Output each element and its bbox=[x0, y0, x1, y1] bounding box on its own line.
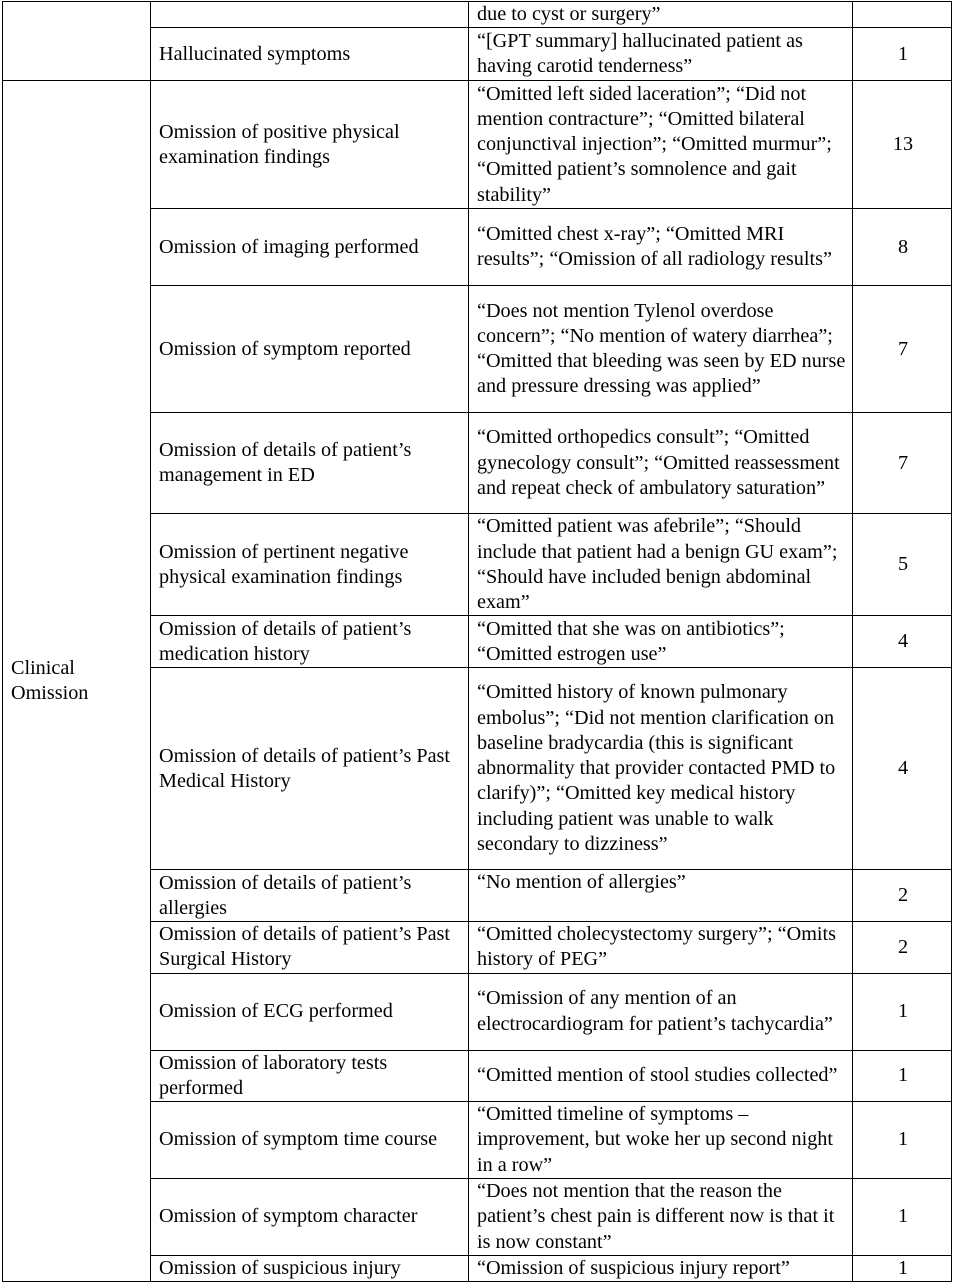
count-cell: 7 bbox=[853, 413, 952, 514]
count-cell: 2 bbox=[853, 870, 952, 922]
subcategory-cell: Omission of positive physical examination findings bbox=[151, 81, 469, 209]
subcategory-cell: Omission of ECG performed bbox=[151, 973, 469, 1050]
count-cell: 2 bbox=[853, 922, 952, 973]
category-cell: Clinical Omission bbox=[3, 81, 151, 1282]
subcategory-cell: Omission of details of patient’s management in ED bbox=[151, 413, 469, 514]
example-cell: “[GPT summary] hallucinated patient as having carotid tenderness” bbox=[469, 28, 853, 81]
count-cell: 8 bbox=[853, 209, 952, 286]
example-cell: “Omitted history of known pulmonary embolus”; “Did not mention clarification on baseline bradycardia (this is significant abnormality that provider contacted PMD to clarify)”; “Omitted key medical history including patient was unable to walk secondary to dizziness” bbox=[469, 668, 853, 870]
count-cell: 1 bbox=[853, 1179, 952, 1256]
example-cell: “Omitted timeline of symptoms – improvement, but woke her up second night in a row” bbox=[469, 1102, 853, 1179]
count-cell: 4 bbox=[853, 668, 952, 870]
category-cell bbox=[3, 2, 151, 81]
count-cell: 1 bbox=[853, 1050, 952, 1101]
count-cell: 1 bbox=[853, 1102, 952, 1179]
count-cell bbox=[853, 2, 952, 28]
count-cell: 5 bbox=[853, 514, 952, 616]
example-cell: “Omitted chest x-ray”; “Omitted MRI results”; “Omission of all radiology results” bbox=[469, 209, 853, 286]
subcategory-cell: Omission of laboratory tests performed bbox=[151, 1050, 469, 1101]
example-cell: “Omitted orthopedics consult”; “Omitted gynecology consult”; “Omitted reassessment and repeat check of ambulatory saturation” bbox=[469, 413, 853, 514]
example-cell: “Does not mention that the reason the patient’s chest pain is different now is that it is now constant” bbox=[469, 1179, 853, 1256]
example-cell: “Omitted that she was on antibiotics”; “Omitted estrogen use” bbox=[469, 616, 853, 668]
example-cell: “Omitted cholecystectomy surgery”; “Omits history of PEG” bbox=[469, 922, 853, 973]
subcategory-cell: Omission of suspicious injury bbox=[151, 1256, 469, 1282]
subcategory-cell: Omission of details of patient’s medication history bbox=[151, 616, 469, 668]
omission-table bbox=[2, 1, 952, 1282]
subcategory-cell: Hallucinated symptoms bbox=[151, 28, 469, 81]
count-cell: 1 bbox=[853, 973, 952, 1050]
count-cell: 1 bbox=[853, 1256, 952, 1282]
example-cell: “Omitted patient was afebrile”; “Should include that patient had a benign GU exam”; “Should have included benign abdominal exam” bbox=[469, 514, 853, 616]
subcategory-cell bbox=[151, 2, 469, 28]
subcategory-cell: Omission of symptom time course bbox=[151, 1102, 469, 1179]
example-cell: “Omission of any mention of an electrocardiogram for patient’s tachycardia” bbox=[469, 973, 853, 1050]
subcategory-cell: Omission of details of patient’s allergies bbox=[151, 870, 469, 922]
subcategory-cell: Omission of symptom reported bbox=[151, 286, 469, 413]
example-cell: “Does not mention Tylenol overdose concern”; “No mention of watery diarrhea”; “Omitted that bleeding was seen by ED nurse and pressure dressing was applied” bbox=[469, 286, 853, 413]
table-row bbox=[3, 81, 952, 209]
count-cell: 4 bbox=[853, 616, 952, 668]
example-cell: “No mention of allergies” bbox=[469, 870, 853, 922]
example-cell: due to cyst or surgery” bbox=[469, 2, 853, 28]
subcategory-cell: Omission of imaging performed bbox=[151, 209, 469, 286]
count-cell: 13 bbox=[853, 81, 952, 209]
example-cell: “Omission of suspicious injury report” bbox=[469, 1256, 853, 1282]
subcategory-cell: Omission of pertinent negative physical examination findings bbox=[151, 514, 469, 616]
example-cell: “Omitted mention of stool studies collected” bbox=[469, 1050, 853, 1101]
count-cell: 7 bbox=[853, 286, 952, 413]
example-cell: “Omitted left sided laceration”; “Did not mention contracture”; “Omitted bilateral conjunctival injection”; “Omitted murmur”; “Omitted patient’s somnolence and gait stability” bbox=[469, 81, 853, 209]
subcategory-cell: Omission of details of patient’s Past Surgical History bbox=[151, 922, 469, 973]
count-cell: 1 bbox=[853, 28, 952, 81]
subcategory-cell: Omission of details of patient’s Past Medical History bbox=[151, 668, 469, 870]
table-row bbox=[3, 2, 952, 28]
subcategory-cell: Omission of symptom character bbox=[151, 1179, 469, 1256]
